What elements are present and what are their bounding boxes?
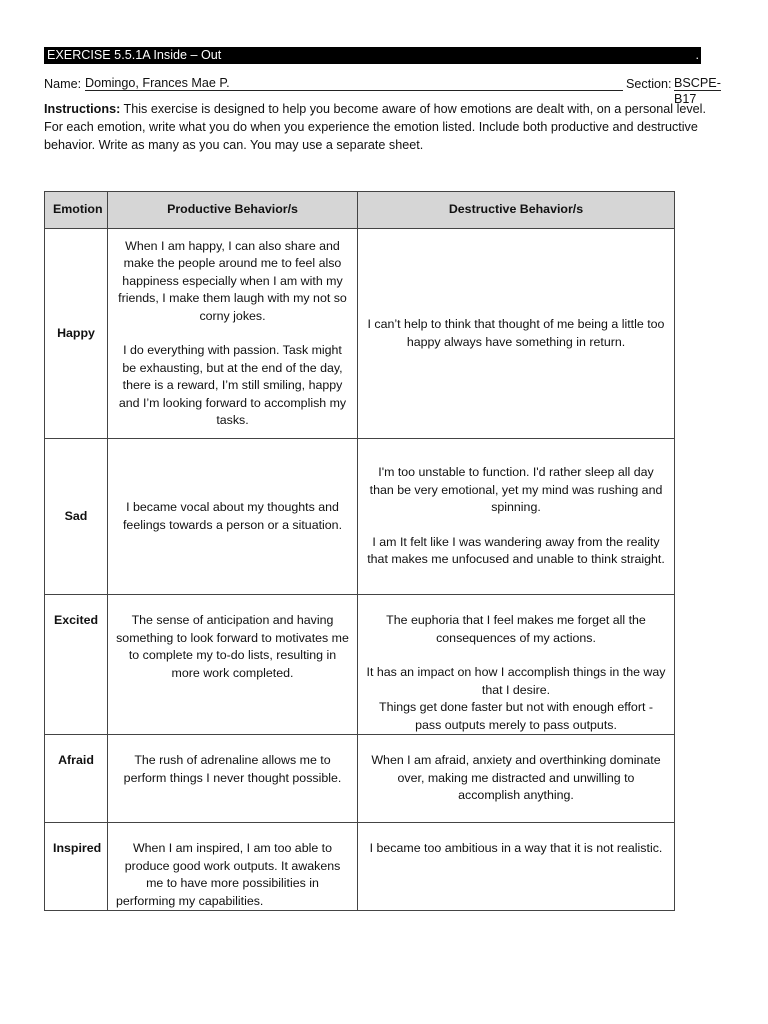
table-row <box>45 595 675 735</box>
productive-cell <box>108 823 358 911</box>
instructions-text: This exercise is designed to help you become aware of how emotions are dealt with, on a personal level. For each emotion, write what you do when you experience the emotion listed. Include both productive and destructive behavior. Write as many as you can. You may use a separate sheet. <box>44 102 706 152</box>
productive-text: When I am inspired, I am too able to produce good work outputs. It awakens me to have more possibilities in performing my capabilities. <box>116 841 341 908</box>
table-row <box>45 439 675 595</box>
emotion-cell: Excited <box>45 595 108 735</box>
emotion-cell: Sad <box>45 439 108 595</box>
destructive-cell <box>358 595 675 735</box>
name-section-row <box>44 75 721 106</box>
destructive-cell <box>358 229 675 439</box>
emotion-cell: Inspired <box>45 823 108 911</box>
productive-text: The rush of adrenaline allows me to perform things I never thought possible. <box>123 753 342 785</box>
header-productive: Productive Behavior/s <box>108 192 358 229</box>
table-header-row <box>45 192 675 229</box>
header-emotion: Emotion <box>45 192 108 229</box>
emotion-cell: Afraid <box>45 735 108 823</box>
productive-cell <box>108 229 358 439</box>
productive-text: The sense of anticipation and having something to look forward to motivates me to complete my to-do lists, resulting in more work completed. <box>116 613 349 680</box>
productive-text: I became vocal about my thoughts and feelings towards a person or a situation. <box>122 500 343 532</box>
destructive-text: The euphoria that I feel makes me forget all the consequences of my actions. <box>386 613 646 645</box>
header-destructive: Destructive Behavior/s <box>358 192 675 229</box>
productive-cell <box>108 439 358 595</box>
section-label: Section: <box>626 77 672 91</box>
destructive-text: I can’t help to think that thought of me being a little too happy always have something in return. <box>367 317 665 349</box>
section-field: BSCPE-B17 <box>674 76 721 106</box>
destructive-cell <box>358 735 675 823</box>
exercise-title-bar <box>44 47 701 64</box>
destructive-cell <box>358 823 675 911</box>
destructive-text: I am It felt like I was wandering away from the reality that makes me unfocused and unable to think straight. <box>367 534 665 567</box>
destructive-text: Things get done faster but not with enough effort - pass outputs merely to pass outputs. <box>379 700 653 732</box>
instructions-paragraph <box>44 100 724 154</box>
name-label: Name: <box>44 77 82 91</box>
productive-cell <box>108 735 358 823</box>
emotion-behavior-table <box>44 191 675 911</box>
productive-text: When I am happy, I can also share and make the people around me to feel also happiness especially when I am with my friends, I make them laugh with my not so corny jokes. <box>118 238 347 323</box>
exercise-title: EXERCISE 5.5.1A Inside – Out <box>47 48 222 62</box>
destructive-cell <box>358 439 675 595</box>
emotion-cell: Happy <box>45 229 108 439</box>
title-bar-trailing-mark: . <box>695 48 699 62</box>
name-field: Domingo, Frances Mae P. <box>85 75 623 91</box>
destructive-text: It has an impact on how I accomplish things in the way that I desire. <box>366 665 666 697</box>
productive-text: I do everything with passion. Task might be exhausting, but at the end of the day, there is a reward, I’m still smiling, happy and I’m looking forward to accomplish my tasks. <box>118 343 347 427</box>
table-row <box>45 735 675 823</box>
instructions-label: Instructions: <box>44 102 121 116</box>
destructive-text: I'm too unstable to function. I'd rather sleep all day than be very emotional, yet my mind was rushing and spinning. <box>369 465 663 515</box>
destructive-text: When I am afraid, anxiety and overthinking dominate over, making me distracted and unwilling to accomplish anything. <box>371 753 661 802</box>
destructive-text: I became too ambitious in a way that it is not realistic. <box>369 841 663 855</box>
productive-cell <box>108 595 358 735</box>
table-row <box>45 229 675 439</box>
table-row <box>45 823 675 911</box>
